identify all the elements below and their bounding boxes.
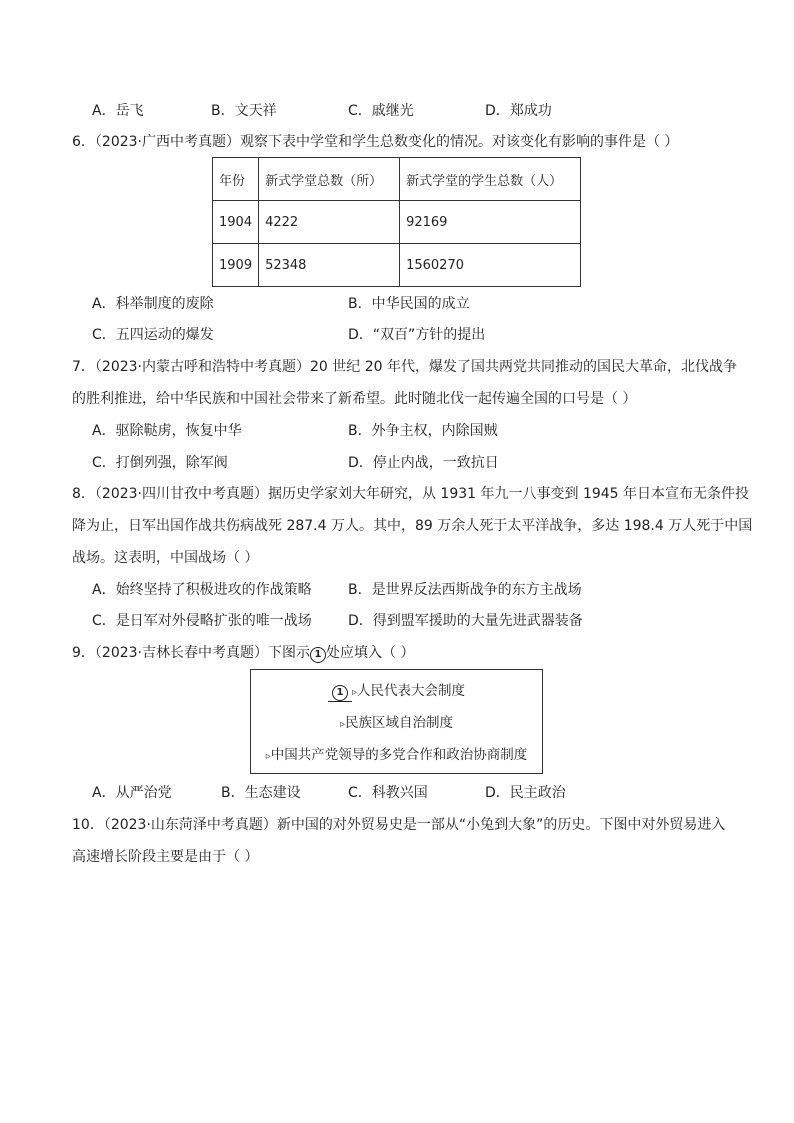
q9-options — [0, 783, 794, 803]
q9-box-text3: 中国共产党领导的多党合作和政治协商制度 — [270, 747, 528, 763]
q7-options-row1 — [0, 421, 794, 441]
q9-diagram-box — [250, 669, 543, 774]
table-header-cell: 新式学堂总数（所） — [259, 158, 400, 201]
q7-options-row2 — [0, 453, 794, 473]
table-header-cell: 新式学堂的学生总数（人） — [400, 158, 581, 201]
q9-box-line2 — [251, 713, 542, 735]
table-header-row — [213, 158, 581, 201]
q5-option-b: B．文天祥 — [211, 103, 277, 119]
q9-stem-prefix: 9．（2023·吉林长春中考真题）下图示 — [72, 645, 310, 661]
table-cell: 1909 — [213, 244, 259, 287]
q8-options-row2 — [0, 611, 794, 631]
circled-number-icon: 1 — [310, 647, 326, 663]
q7-stem-line2: 的胜利推进，给中华民族和中国社会带来了新希望。此时随北伐一起传遍全国的口号是（ ） — [72, 391, 637, 407]
circled-number-icon: 1 — [332, 685, 348, 701]
q5-option-c: C．戚继光 — [348, 103, 414, 119]
q9-box-text1: 人民代表大会制度 — [357, 683, 466, 699]
q8-option-c: C．是日军对外侵略扩张的唯一战场 — [92, 613, 312, 629]
q9-option-c: C．科教兴国 — [348, 785, 428, 801]
triangle-marker-icon: ▹ — [351, 687, 358, 698]
q9-box-line3 — [251, 745, 542, 767]
table-cell: 4222 — [259, 201, 400, 244]
triangle-marker-icon: ▹ — [265, 751, 271, 762]
q5-options — [0, 101, 794, 121]
table-row — [213, 244, 581, 287]
q6-option-b: B．中华民国的成立 — [348, 296, 470, 312]
q5-option-a: A．岳飞 — [92, 103, 144, 119]
q6-option-d: D．“双百”方针的提出 — [348, 327, 486, 343]
triangle-marker-icon: ▹ — [339, 719, 346, 730]
table-cell: 1560270 — [400, 244, 581, 287]
q9-box-text2: 民族区域自治制度 — [345, 715, 454, 731]
q9-box-line1 — [251, 681, 542, 703]
answer-blank — [328, 681, 352, 702]
q10-stem-line1: 10．（2023·山东菏泽中考真题）新中国的对外贸易史是一部从“小兔到大象”的历史。下图中对外贸易进入 — [72, 817, 726, 833]
table-cell: 52348 — [259, 244, 400, 287]
q8-stem-line2: 降为止，日军出国作战共伤病战死 287.4 万人。其中，89 万余人死于太平洋战争，多达 198.4 万人死于中国 — [72, 518, 753, 534]
q8-options-row1 — [0, 580, 794, 600]
q8-stem-line3: 战场。这表明，中国战场（ ） — [72, 550, 259, 566]
q8-option-b: B．是世界反法西斯战争的东方主战场 — [348, 582, 582, 598]
q9-option-d: D．民主政治 — [485, 785, 566, 801]
q7-option-a: A．驱除鞑虏，恢复中华 — [92, 423, 242, 439]
q7-stem-line1: 7．（2023·内蒙古呼和浩特中考真题）20 世纪 20 年代，爆发了国共两党共同推动的国民大革命，北伐战争 — [72, 359, 737, 375]
q5-option-d: D．郑成功 — [485, 103, 552, 119]
table-row — [213, 201, 581, 244]
q6-options-row2 — [0, 325, 794, 345]
q10-stem-line2: 高速增长阶段主要是由于（ ） — [72, 849, 259, 865]
q9-stem-suffix: 处应填入（ ） — [326, 645, 415, 661]
q9-option-a: A．从严治党 — [92, 785, 172, 801]
table-cell: 92169 — [400, 201, 581, 244]
q8-option-a: A．始终坚持了积极进攻的作战策略 — [92, 582, 312, 598]
q7-option-b: B．外争主权，内除国贼 — [348, 423, 498, 439]
q6-options-row1 — [0, 294, 794, 314]
q7-option-d: D．停止内战，一致抗日 — [348, 455, 499, 471]
q8-option-d: D．得到盟军援助的大量先进武器装备 — [348, 613, 583, 629]
q6-data-table — [212, 157, 581, 287]
q7-option-c: C．打倒列强，除军阀 — [92, 455, 228, 471]
table-cell: 1904 — [213, 201, 259, 244]
q9-stem — [72, 643, 722, 663]
table-header-cell: 年份 — [213, 158, 259, 201]
q9-option-b: B．生态建设 — [221, 785, 301, 801]
q8-stem-line1: 8．（2023·四川甘孜中考真题）据历史学家刘大年研究，从 1931 年九一八事变到 1945 年日本宣布无条件投 — [72, 486, 750, 502]
q6-option-a: A．科举制度的废除 — [92, 296, 214, 312]
q6-option-c: C．五四运动的爆发 — [92, 327, 214, 343]
q6-stem: 6．（2023·广西中考真题）观察下表中学堂和学生总数变化的情况。对该变化有影响的事件是（ ） — [72, 134, 679, 150]
